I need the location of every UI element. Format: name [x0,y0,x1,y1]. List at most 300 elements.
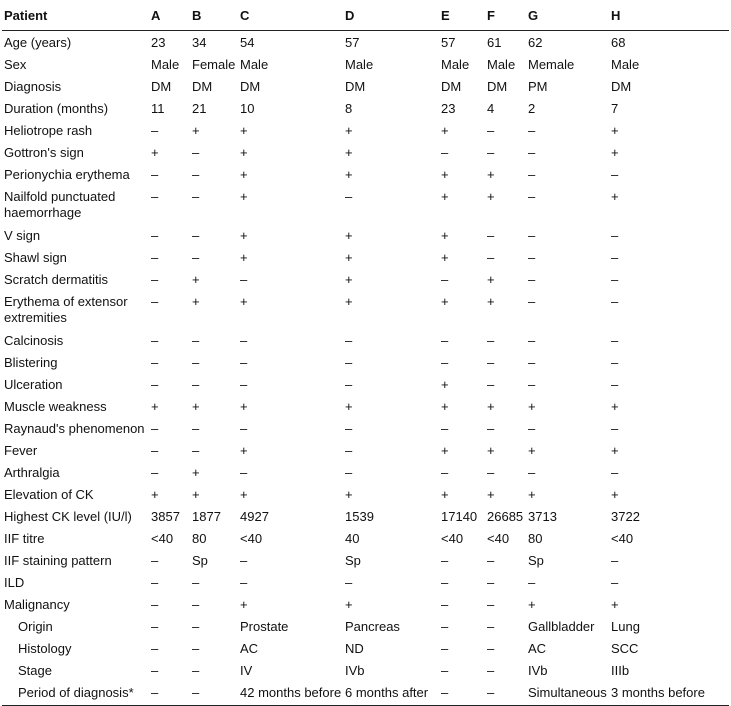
table-cell: 4 [487,101,495,116]
table-cell: – [192,355,200,370]
table-cell: + [345,123,353,138]
table-row [2,683,729,706]
table-cell: – [151,333,159,348]
table-cell: – [487,145,495,160]
header-patient-e: E [439,0,485,31]
table-row [2,551,729,573]
table-cell: + [151,399,159,414]
table-cell: SCC [611,641,639,656]
table-cell: – [151,250,159,265]
table-cell: DM [487,79,508,94]
table-cell: – [151,553,159,568]
table-cell: – [528,377,536,392]
table-cell: + [345,167,353,182]
table-cell: AC [528,641,547,656]
table-header [2,0,729,31]
row-label: ILD [4,575,25,590]
table-cell: – [441,333,449,348]
table-row [2,595,729,617]
table-cell: 62 [528,35,543,50]
table-cell: – [528,421,536,436]
table-cell: – [345,377,353,392]
table-cell: + [345,597,353,612]
table-cell: – [611,228,619,243]
table-cell: 23 [441,101,456,116]
table-cell: – [611,575,619,590]
table-cell: – [151,294,159,309]
row-label: Malignancy [4,597,70,612]
table-cell: – [611,167,619,182]
table-cell: <40 [441,531,464,546]
table-cell: + [345,487,353,502]
table-cell: – [487,575,495,590]
table-cell: – [192,421,200,436]
table-cell: – [192,597,200,612]
table-cell: + [487,399,495,414]
table-cell: – [192,145,200,160]
table-cell: – [149,683,190,706]
table-cell: <40 [151,531,174,546]
header-patient-h: H [609,0,729,31]
table-cell: + [441,377,449,392]
header-patient-b: B [190,0,238,31]
table-cell: + [487,272,495,287]
table-cell: – [441,145,449,160]
table-row [2,375,729,397]
table-cell: + [192,399,200,414]
table-cell: – [192,663,200,678]
table-cell: – [345,333,353,348]
table-cell: 40 [345,531,360,546]
table-row [2,121,729,143]
table-cell: IVb [345,663,365,678]
table-cell: Male [151,57,180,72]
table-cell: – [240,377,248,392]
table-cell: – [487,553,495,568]
table-row [2,573,729,595]
table-cell: + [240,189,248,204]
table-cell: + [441,399,449,414]
table-cell: – [151,167,159,182]
table-cell: + [611,123,619,138]
table-cell: 6 months after [343,683,439,706]
table-row [2,55,729,77]
table-cell: 26685 [487,509,524,524]
table-cell: 7 [611,101,619,116]
table-cell: – [487,250,495,265]
table-cell: 21 [192,101,207,116]
table-cell: DM [151,79,172,94]
table-row [2,353,729,375]
table-cell: – [345,421,353,436]
table-cell: – [441,355,449,370]
table-cell: – [611,465,619,480]
table-cell: – [151,355,159,370]
row-label: Origin [18,619,53,634]
table-cell: – [528,167,536,182]
table-cell: + [441,228,449,243]
table-cell: – [487,663,495,678]
table-cell: + [611,399,619,414]
table-cell: 11 [151,101,165,116]
table-cell: – [192,443,200,458]
table-row [2,419,729,441]
table-row [2,397,729,419]
table-cell: – [441,465,449,480]
table-row [2,226,729,248]
table-cell: – [151,597,159,612]
table-cell: DM [611,79,632,94]
table-cell: – [192,575,200,590]
table-cell: IVb [528,663,548,678]
row-label: IIF titre [4,531,45,546]
table-cell: – [528,145,536,160]
table-cell: + [240,228,248,243]
table-cell: 57 [441,35,456,50]
table-cell: – [151,421,159,436]
table-row [2,99,729,121]
row-label: Perionychia erythema [4,167,130,182]
table-cell: – [487,123,495,138]
table-cell: <40 [487,531,510,546]
table-cell: + [240,294,248,309]
table-cell: – [487,228,495,243]
row-label: Diagnosis [4,79,62,94]
row-label: V sign [4,228,41,243]
table-row [2,77,729,99]
table-cell: 17140 [441,509,478,524]
table-cell: – [345,443,353,458]
header-patient-c: C [238,0,343,31]
table-cell: – [240,553,248,568]
table-row [2,165,729,187]
table-cell: 10 [240,101,255,116]
table-cell: – [151,465,159,480]
table-cell: DM [240,79,261,94]
table-cell: – [528,189,536,204]
table-cell: – [441,641,449,656]
table-cell: DM [192,79,213,94]
table-row [2,331,729,353]
table-cell: + [240,443,248,458]
table-cell: + [240,123,248,138]
table-cell: Sp [345,553,361,568]
row-label: Age (years) [4,35,72,50]
table-cell: + [611,487,619,502]
table-cell: + [345,272,353,287]
row-label: Sex [4,57,27,72]
table-cell: – [192,619,200,634]
table-cell: – [487,377,495,392]
table-cell: DM [345,79,366,94]
table-cell: + [441,123,449,138]
table-cell: – [441,553,449,568]
table-cell: + [345,399,353,414]
table-cell: – [151,189,159,204]
row-label: Heliotrope rash [4,123,93,138]
table-cell: + [487,487,495,502]
table-cell: + [487,189,495,204]
table-cell: Male [611,57,640,72]
table-cell: + [151,487,159,502]
table-cell: 61 [487,35,502,50]
table-row [2,485,729,507]
table-cell: – [240,333,248,348]
table-row [2,529,729,551]
table-cell: Male [487,57,516,72]
table-cell: – [528,333,536,348]
table-cell: – [611,355,619,370]
table-cell: 57 [345,35,360,50]
table-cell: – [345,575,353,590]
table-cell: AC [240,641,259,656]
table-cell: 3857 [151,509,180,524]
row-label: Highest CK level (IU/l) [4,509,132,524]
table-cell: – [487,465,495,480]
table-cell: + [441,189,449,204]
table-cell: – [240,575,248,590]
table-cell: – [190,683,238,706]
table-cell: + [441,487,449,502]
table-cell: + [151,145,159,160]
table-cell: + [345,228,353,243]
row-label: Fever [4,443,38,458]
table-row [2,507,729,529]
table-cell: – [151,123,159,138]
table-cell: 3713 [528,509,557,524]
table-cell: – [611,377,619,392]
table-row [2,31,729,56]
table-cell: – [528,228,536,243]
table-cell: + [240,597,248,612]
table-cell: + [240,145,248,160]
table-cell: <40 [240,531,263,546]
table-cell: – [487,597,495,612]
table-row [2,463,729,485]
row-label: Erythema of extensor extremities [4,294,128,325]
table-cell: – [528,465,536,480]
table-cell: Male [441,57,470,72]
table-cell: – [192,250,200,265]
table-cell: <40 [611,531,634,546]
table-cell: – [151,619,159,634]
table-cell: – [240,272,248,287]
row-label: Elevation of CK [4,487,94,502]
table-cell: – [611,553,619,568]
table-cell: – [487,333,495,348]
table-cell: – [441,272,449,287]
table-cell: – [441,421,449,436]
table-cell: + [487,167,495,182]
table-cell: – [151,377,159,392]
patient-table [2,0,729,706]
table-cell: + [487,443,495,458]
table-cell: + [240,487,248,502]
row-label: Gottron's sign [4,145,84,160]
table-cell: – [441,663,449,678]
table-cell: – [192,228,200,243]
table-cell: 3 months before [609,683,729,706]
table-cell: 54 [240,35,255,50]
table-cell: + [487,294,495,309]
table-cell: – [192,377,200,392]
table-cell: – [151,228,159,243]
table-body [2,31,729,706]
table-cell: – [528,355,536,370]
table-cell: 80 [192,531,207,546]
table-cell: – [345,355,353,370]
table-cell: Male [240,57,269,72]
table-cell: – [192,641,200,656]
row-label: Muscle weakness [4,399,107,414]
table-row [2,661,729,683]
table-row [2,441,729,463]
table-cell: – [611,294,619,309]
table-cell: – [611,421,619,436]
table-cell: 4927 [240,509,269,524]
table-cell: – [441,597,449,612]
table-cell: 68 [611,35,626,50]
table-cell: – [240,465,248,480]
table-cell: – [151,641,159,656]
table-cell: – [528,294,536,309]
table-cell: – [192,167,200,182]
table-cell: – [151,443,159,458]
table-cell: – [240,355,248,370]
table-cell: + [528,487,536,502]
row-label: IIF staining pattern [4,553,112,568]
table-row [2,292,729,331]
table-cell: ND [345,641,364,656]
table-cell: + [192,487,200,502]
table-row [2,617,729,639]
table-cell: Sp [192,553,208,568]
table-cell: + [441,250,449,265]
table-cell: 1877 [192,509,221,524]
table-cell: – [487,355,495,370]
row-label: Raynaud's phenomenon [4,421,145,436]
table-cell: – [528,575,536,590]
table-cell: – [345,189,353,204]
row-label: Scratch dermatitis [4,272,109,287]
header-patient: Patient [2,0,149,31]
table-cell: + [240,399,248,414]
table-cell: IV [240,663,253,678]
table-cell: Memale [528,57,575,72]
table-cell: – [439,683,485,706]
table-cell: + [528,443,536,458]
table-cell: + [611,189,619,204]
table-cell: 2 [528,101,536,116]
row-label: Blistering [4,355,58,370]
table-cell: PM [528,79,548,94]
table-cell: 42 months before [238,683,343,706]
header-patient-d: D [343,0,439,31]
table-cell: + [611,597,619,612]
table-cell: – [487,619,495,634]
table-cell: 80 [528,531,543,546]
header-row [2,0,729,31]
row-label: Shawl sign [4,250,67,265]
table-cell: IIIb [611,663,630,678]
table-cell: – [528,272,536,287]
table-cell: Pancreas [345,619,400,634]
table-cell: – [151,663,159,678]
row-label: Arthralgia [4,465,60,480]
table-cell: – [611,250,619,265]
table-cell: Lung [611,619,640,634]
row-label: Duration (months) [4,101,109,116]
table-cell: + [192,272,200,287]
table-cell: Male [345,57,374,72]
table-cell: – [528,123,536,138]
table-cell: + [192,465,200,480]
table-cell: + [192,294,200,309]
table-row [2,248,729,270]
table-cell: – [345,465,353,480]
table-cell: – [611,272,619,287]
table-cell: DM [441,79,462,94]
table-cell: – [528,250,536,265]
table-row [2,143,729,165]
table-cell: 1539 [345,509,374,524]
table-cell: + [441,294,449,309]
table-cell: + [528,597,536,612]
table-cell: 8 [345,101,353,116]
row-label: Calcinosis [4,333,64,348]
header-patient-g: G [526,0,609,31]
table-cell: Sp [528,553,544,568]
table-cell: + [528,399,536,414]
table-cell: – [151,272,159,287]
table-cell: + [441,167,449,182]
row-label: Histology [18,641,72,656]
table-cell: + [345,250,353,265]
row-label: Stage [18,663,52,678]
table-cell: + [240,167,248,182]
table-cell: + [611,443,619,458]
table-cell: 3722 [611,509,640,524]
table-cell: 23 [151,35,166,50]
table-cell: + [441,443,449,458]
table-cell: Female [192,57,236,72]
table-cell: – [611,333,619,348]
table-cell: + [345,294,353,309]
row-label: Period of diagnosis* [2,683,149,706]
table-cell: + [192,123,200,138]
table-cell: – [487,421,495,436]
row-label: Ulceration [4,377,63,392]
table-cell: + [345,145,353,160]
table-cell: – [192,189,200,204]
table-cell: – [487,641,495,656]
header-patient-a: A [149,0,190,31]
table-row [2,270,729,292]
table-cell: – [441,619,449,634]
table-cell: 34 [192,35,207,50]
row-label: Nailfold punctuated haemorrhage [4,189,116,220]
table-cell: – [441,575,449,590]
table-cell: Prostate [240,619,289,634]
table-cell: + [240,250,248,265]
table-cell: Simultaneous [526,683,609,706]
table-cell: – [151,575,159,590]
table-row [2,187,729,226]
table-cell: Gallbladder [528,619,595,634]
table-cell: + [611,145,619,160]
header-patient-f: F [485,0,526,31]
table-cell: – [192,333,200,348]
